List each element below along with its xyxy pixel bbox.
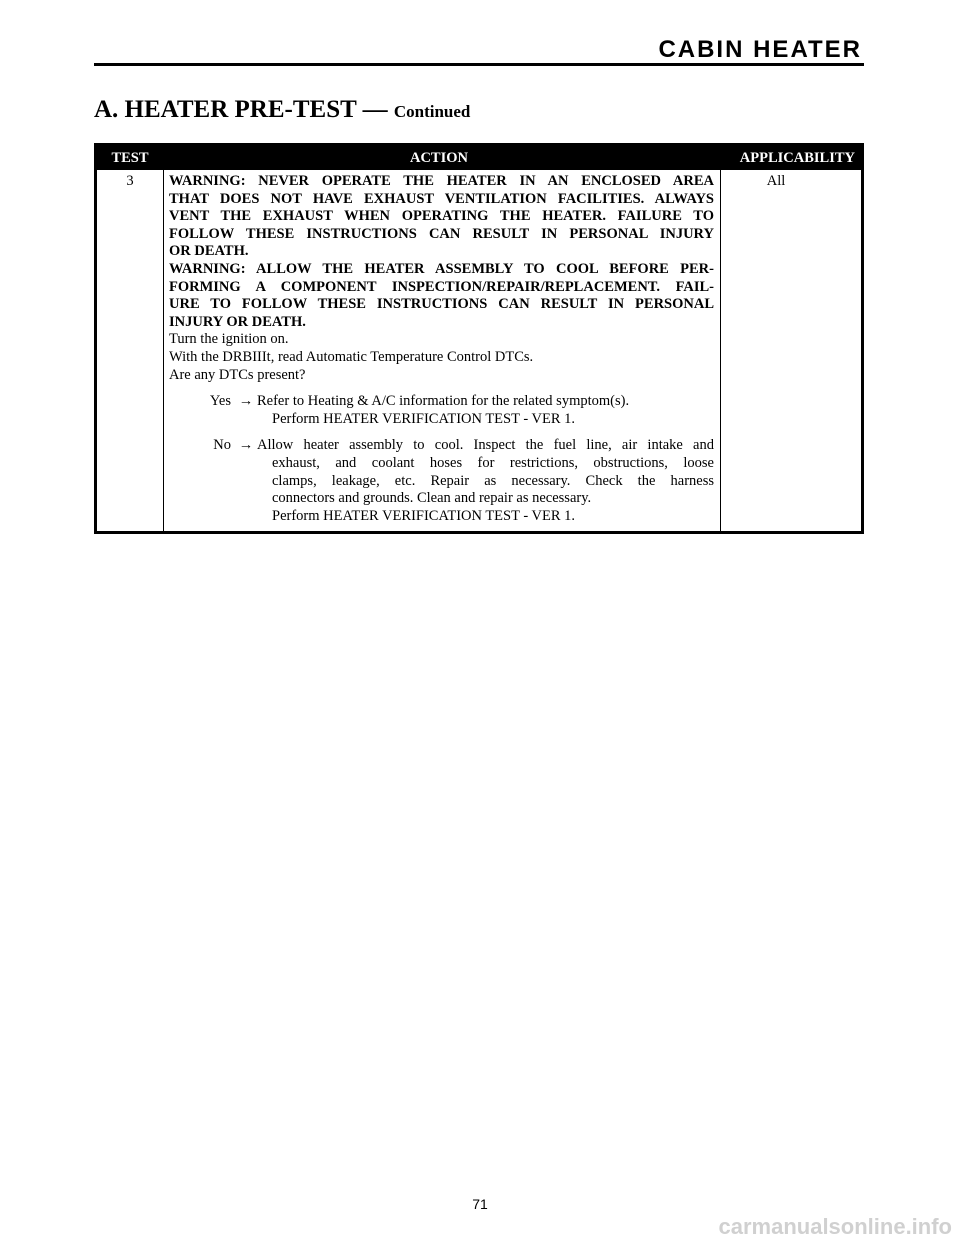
warning-line: URE TO FOLLOW THESE INSTRUCTIONS CAN RESULT IN PERSONAL [169, 296, 714, 313]
warning-line: WARNING: NEVER OPERATE THE HEATER IN AN ENCLOSED AREA [169, 173, 714, 189]
column-header-test: TEST [111, 149, 149, 166]
table-row [97, 170, 861, 531]
section-continued: Continued [393, 102, 471, 121]
branch-line: Perform HEATER VERIFICATION TEST - VER 1. [272, 507, 576, 524]
table-header [97, 146, 861, 170]
branch-no-label: No [213, 437, 231, 454]
test-number: 3 [97, 170, 164, 531]
step-ignition-on: Turn the ignition on. [169, 331, 289, 348]
warning-enclosed-area [169, 173, 714, 261]
branch-no [169, 437, 714, 525]
warning-line: FORMING A COMPONENT INSPECTION/REPAIR/REPLACEMENT. FAIL- [169, 278, 714, 295]
branch-no-text [257, 437, 714, 525]
branch-line: clamps, leakage, etc. Repair as necessary. Check the harness [272, 472, 714, 489]
procedure-table [94, 143, 864, 534]
warning-line: VENT THE EXHAUST WHEN OPERATING THE HEATER. FAILURE TO [169, 208, 714, 225]
warning-line: FOLLOW THESE INSTRUCTIONS CAN RESULT IN PERSONAL INJURY [169, 225, 714, 242]
section-title-text: A. HEATER PRE-TEST — [94, 96, 388, 123]
branch-line: Allow heater assembly to cool. Inspect the fuel line, air intake and [257, 437, 714, 454]
branch-yes-text [257, 393, 714, 428]
warning-line: INJURY OR DEATH. [169, 313, 306, 330]
arrow-right-icon: → [238, 437, 254, 454]
branch-yes [169, 393, 714, 428]
column-header-applicability: APPLICABILITY [739, 149, 855, 166]
branch-yes-label: Yes [209, 393, 231, 410]
step-question: Are any DTCs present? [169, 366, 306, 383]
warning-line: OR DEATH. [169, 243, 249, 260]
warning-line: WARNING: ALLOW THE HEATER ASSEMBLY TO COOL BEFORE PER- [169, 260, 714, 277]
arrow-right-icon: → [238, 393, 254, 410]
warning-line: THAT DOES NOT HAVE EXHAUST VENTILATION FACILITIES. ALWAYS [169, 190, 714, 207]
page-header-title: CABIN HEATER [658, 36, 862, 63]
section-title [94, 96, 470, 124]
page-number: 71 [472, 1196, 488, 1212]
branch-line: Refer to Heating & A/C information for the related symptom(s). [257, 393, 630, 410]
warning-cool-assembly [169, 261, 714, 331]
watermark-logo: carmanualsonline.info [718, 1214, 952, 1239]
action-cell [164, 170, 721, 531]
step-read-dtcs: With the DRBIIIt, read Automatic Temperature Control DTCs. [169, 348, 534, 365]
header-rule [94, 63, 864, 66]
applicability-value: All [766, 173, 786, 189]
branch-line: connectors and grounds. Clean and repair as necessary. [272, 490, 592, 507]
column-header-action: ACTION [409, 149, 468, 166]
branch-line: Perform HEATER VERIFICATION TEST - VER 1. [272, 410, 576, 427]
branch-line: exhaust, and coolant hoses for restrictions, obstructions, loose [272, 454, 714, 471]
